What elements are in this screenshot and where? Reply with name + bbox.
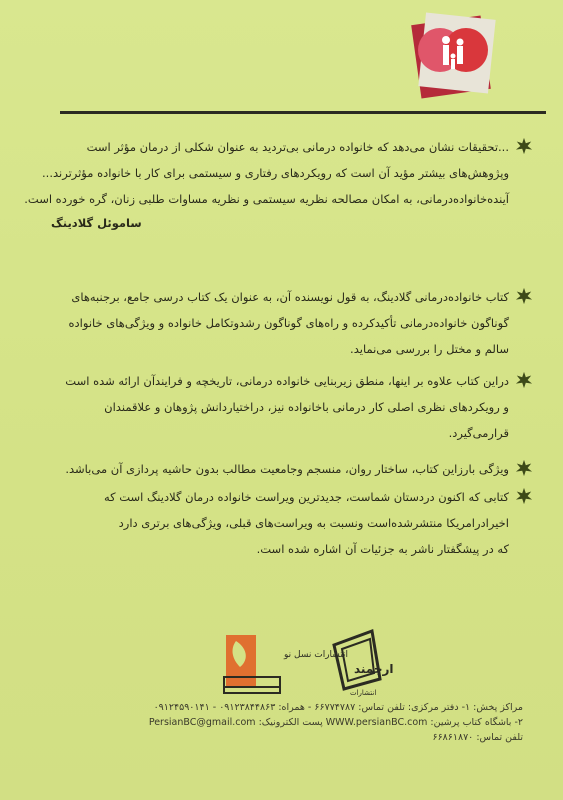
paragraph-2 — [33, 368, 533, 446]
p2-line-3: قرارمی‌گیرد. — [448, 426, 509, 440]
leaf-bullet-icon — [515, 487, 533, 505]
intro-line-1: ...تحقیقات نشان می‌دهد که خانواده درمانی بی‌تردید به عنوان شکلی از درمان مؤثر است — [86, 140, 509, 154]
quote-author: ساموئل گلادینگ — [51, 216, 142, 230]
intro-paragraph — [24, 134, 533, 236]
paragraph-1 — [33, 284, 533, 362]
leaf-bullet-icon — [515, 287, 533, 305]
p1-line-3: سالم و مختل را بررسی می‌نماید. — [350, 342, 509, 356]
p4-line-2: اخیرادرامریکا منتشرشده‌است ونسبت به ویراست‌های قبلی، ویژگی‌های برتری دارد — [118, 516, 509, 530]
paragraph-4 — [33, 484, 533, 562]
p3-line-1: ویژگی بارزاین کتاب، ساختار روان، منسجم وجامعیت مطالب بدون حاشیه پردازی آن می‌باشد. — [65, 462, 509, 476]
contact-footer — [53, 700, 523, 745]
leaf-bullet-icon — [515, 137, 533, 155]
p1-line-1: کتاب خانواده‌درمانی گلادینگ، به قول نویسنده آن، به عنوان یک کتاب درسی جامع، برجنبه‌های — [71, 290, 509, 304]
p2-line-2: و رویکردهای نظری اصلی کار درمانی باخانواده نیز، دراختیاردانش پژوهان و علاقمندان — [104, 400, 509, 414]
p4-line-1: کتابی که اکنون دردستان شماست، جدیدترین ویراست خانواده درمان گلادینگ است که — [103, 490, 509, 504]
publisher-logo-left-icon — [334, 631, 380, 689]
intro-line-3: آینده‌خانواده‌درمانی، به امکان مصالحه نظریه سیستمی و نظریه مساوات طلبی زنان، گره خورده است. — [24, 192, 509, 206]
footer-line-3: تلفن تماس: ۶۶۸۶۱۸۷۰ — [432, 732, 523, 743]
p2-line-1: دراین کتاب علاوه بر اینها، منطق زیربنایی خانواده درمانی، تاریخچه و فرایندآن ارائه شده است — [65, 374, 509, 388]
leaf-bullet-icon — [515, 371, 533, 389]
footer-line-1: مراکز پخش: ۱- دفتر مرکزی: تلفن تماس: ۶۶۷۷۴۷۸۷ - همراه: ۰۹۱۲۳۸۴۴۸۶۳ - ۰۹۱۲۴۵۹۰۱۴۱ — [153, 702, 523, 713]
paragraph-3 — [33, 456, 533, 482]
horizontal-divider — [60, 111, 546, 114]
intro-quote — [24, 134, 533, 236]
leaf-bullet-icon — [515, 459, 533, 477]
publisher-logo-right-icon — [224, 635, 280, 693]
intro-line-2: وپژوهش‌های بیشتر مؤید آن است که رویکردهای رفتاری و سیستمی برای کار با خانواده مؤثرترند... — [42, 166, 509, 180]
p4-line-3: که در پیشگفتار ناشر به جزئیات آن اشاره شده است. — [256, 542, 509, 556]
left-publisher-name: ارجمند — [354, 662, 394, 676]
right-publisher-name: انتشارات نسل نو — [284, 650, 349, 660]
left-publisher-sub: انتشارات — [350, 689, 377, 697]
footer-line-2: ۲- باشگاه کتاب پرشین: WWW.persianBC.com پست الکترونیک: PersianBC@gmail.com — [148, 717, 523, 728]
p1-line-2: گوناگون خانواده‌درمانی تأکیدکرده و راه‌های گوناگون رشدوتکامل خانواده و ویژگی‌های خانواده — [68, 316, 509, 330]
publisher-logos — [222, 625, 394, 697]
family-logo-icon — [408, 10, 498, 100]
